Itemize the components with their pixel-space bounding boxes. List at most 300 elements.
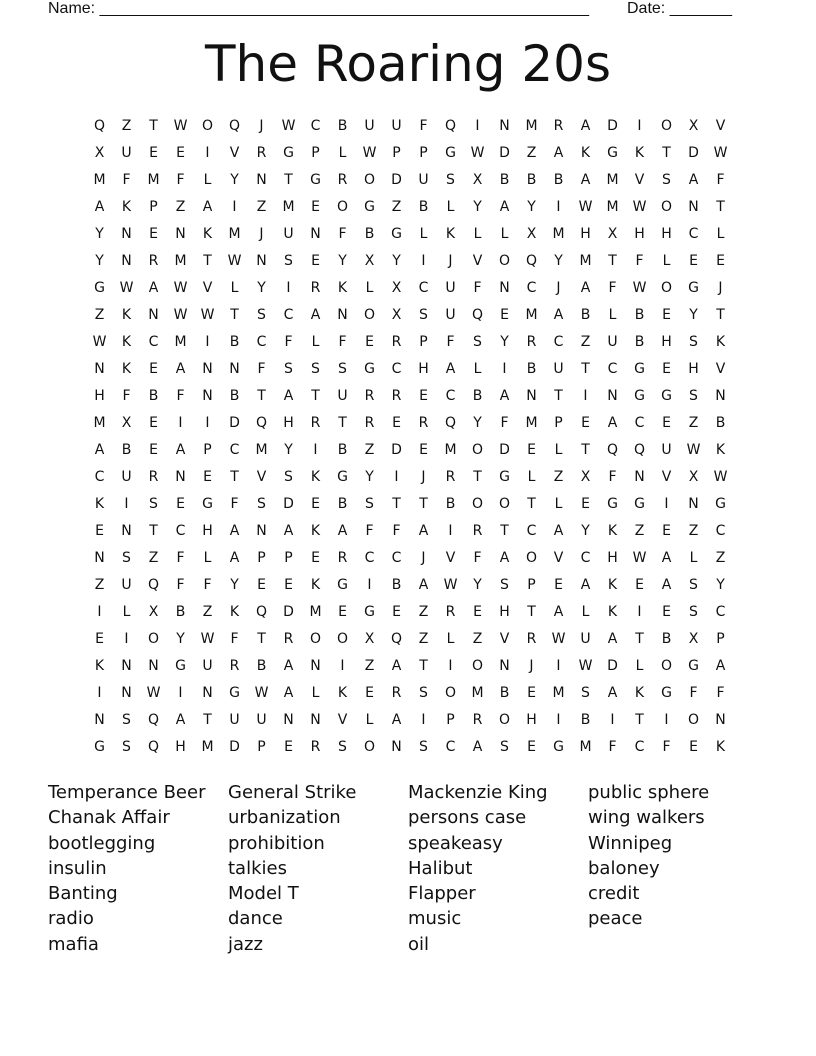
grid-letter: B: [661, 631, 672, 647]
grid-letter: R: [256, 145, 267, 161]
grid-letter: T: [662, 145, 671, 161]
grid-letter: H: [661, 226, 672, 242]
grid-letter: M: [201, 739, 214, 755]
grid-letter: I: [313, 442, 318, 458]
grid-letter: D: [391, 172, 402, 188]
grid-letter: N: [337, 307, 348, 323]
grid-letter: B: [229, 334, 240, 350]
grid-letter: N: [202, 388, 213, 404]
grid-letter: V: [256, 469, 267, 485]
grid-letter: N: [526, 388, 537, 404]
grid-letter: E: [203, 469, 212, 485]
word-item: peace: [588, 908, 643, 930]
grid-letter: D: [283, 496, 294, 512]
grid-letter: X: [688, 469, 699, 485]
word-item: Halibut: [408, 857, 473, 879]
grid-row: [86, 653, 734, 680]
word-list-row: [48, 856, 768, 881]
grid-letter: B: [256, 658, 267, 674]
grid-letter: P: [419, 334, 428, 350]
grid-letter: N: [121, 523, 132, 539]
grid-letter: C: [445, 388, 456, 404]
grid-letter: O: [498, 496, 511, 512]
grid-letter: F: [419, 118, 428, 134]
grid-letter: Y: [338, 253, 347, 269]
grid-letter: H: [418, 361, 429, 377]
grid-letter: C: [715, 604, 726, 620]
word-item: insulin: [48, 857, 107, 879]
grid-letter: F: [716, 685, 725, 701]
grid-letter: B: [175, 604, 186, 620]
grid-letter: C: [256, 334, 267, 350]
word-item: baloney: [588, 857, 660, 879]
word-item: talkies: [228, 857, 287, 879]
grid-letter: S: [122, 739, 131, 755]
grid-letter: C: [580, 550, 591, 566]
grid-letter: T: [635, 712, 644, 728]
grid-letter: C: [148, 334, 159, 350]
grid-letter: V: [472, 253, 483, 269]
grid-letter: Y: [473, 577, 482, 593]
grid-letter: N: [121, 658, 132, 674]
grid-letter: C: [175, 523, 186, 539]
grid-letter: D: [607, 118, 618, 134]
grid-letter: L: [365, 712, 374, 728]
letter-grid: [86, 113, 734, 761]
grid-letter: I: [124, 496, 129, 512]
grid-letter: U: [121, 145, 132, 161]
grid-letter: Z: [256, 199, 267, 215]
grid-letter: Z: [175, 199, 186, 215]
grid-letter: N: [256, 523, 267, 539]
grid-letter: N: [175, 226, 186, 242]
grid-letter: R: [337, 550, 348, 566]
word-item: credit: [588, 883, 640, 905]
grid-letter: Z: [688, 523, 699, 539]
grid-letter: Q: [147, 577, 160, 593]
grid-letter: A: [202, 199, 213, 215]
grid-letter: V: [229, 145, 240, 161]
word-item: dance: [228, 908, 283, 930]
grid-letter: Y: [554, 253, 563, 269]
grid-letter: T: [581, 361, 590, 377]
grid-letter: J: [448, 253, 453, 269]
grid-letter: U: [121, 469, 132, 485]
grid-letter: P: [527, 577, 536, 593]
grid-letter: C: [310, 118, 321, 134]
grid-letter: H: [661, 334, 672, 350]
grid-letter: W: [713, 469, 728, 485]
grid-letter: T: [257, 631, 266, 647]
grid-letter: Y: [95, 253, 104, 269]
grid-letter: B: [337, 442, 348, 458]
grid-letter: F: [284, 334, 293, 350]
grid-letter: R: [148, 469, 159, 485]
grid-letter: D: [229, 415, 240, 431]
grid-letter: N: [229, 361, 240, 377]
name-field: Name: _______________________________________________________: [48, 0, 589, 17]
grid-letter: U: [661, 442, 672, 458]
grid-letter: E: [149, 442, 158, 458]
grid-letter: U: [256, 712, 267, 728]
grid-letter: X: [94, 145, 105, 161]
grid-letter: X: [391, 307, 402, 323]
grid-letter: N: [175, 469, 186, 485]
grid-letter: A: [94, 199, 105, 215]
grid-letter: E: [149, 145, 158, 161]
grid-letter: B: [472, 388, 483, 404]
grid-letter: N: [256, 253, 267, 269]
grid-letter: Q: [93, 118, 106, 134]
word-item: music: [408, 908, 462, 930]
grid-letter: S: [122, 712, 131, 728]
grid-letter: V: [553, 550, 564, 566]
grid-letter: G: [202, 496, 213, 512]
grid-letter: E: [311, 550, 320, 566]
grid-letter: O: [363, 739, 376, 755]
grid-letter: Z: [391, 199, 402, 215]
header-fields: [48, 0, 732, 18]
grid-letter: I: [232, 199, 237, 215]
grid-letter: I: [421, 712, 426, 728]
grid-letter: W: [227, 253, 242, 269]
grid-letter: Q: [228, 118, 241, 134]
grid-letter: W: [713, 145, 728, 161]
grid-letter: N: [94, 550, 105, 566]
grid-letter: L: [689, 550, 698, 566]
grid-letter: P: [149, 199, 158, 215]
grid-letter: U: [337, 388, 348, 404]
grid-letter: H: [607, 550, 618, 566]
grid-letter: A: [175, 442, 186, 458]
grid-letter: I: [205, 415, 210, 431]
grid-letter: P: [716, 631, 725, 647]
grid-letter: I: [475, 118, 480, 134]
grid-letter: C: [526, 280, 537, 296]
grid-letter: L: [527, 469, 536, 485]
grid-letter: R: [553, 118, 564, 134]
grid-letter: E: [284, 739, 293, 755]
word-item: persons case: [408, 807, 527, 829]
grid-letter: M: [471, 685, 484, 701]
grid-letter: F: [473, 280, 482, 296]
grid-letter: F: [473, 550, 482, 566]
grid-letter: K: [310, 469, 321, 485]
grid-letter: O: [471, 658, 484, 674]
word-item: speakeasy: [408, 832, 503, 854]
grid-letter: G: [553, 739, 564, 755]
grid-letter: T: [149, 523, 158, 539]
grid-letter: K: [715, 442, 726, 458]
grid-letter: G: [607, 145, 618, 161]
grid-letter: U: [445, 307, 456, 323]
grid-letter: S: [689, 388, 698, 404]
grid-letter: T: [716, 199, 725, 215]
grid-letter: O: [687, 712, 700, 728]
grid-letter: A: [229, 550, 240, 566]
grid-letter: G: [94, 280, 105, 296]
grid-letter: J: [529, 658, 534, 674]
grid-letter: N: [634, 469, 645, 485]
grid-letter: T: [392, 496, 401, 512]
grid-letter: A: [283, 388, 294, 404]
grid-letter: B: [418, 199, 429, 215]
grid-letter: I: [637, 118, 642, 134]
grid-letter: E: [149, 361, 158, 377]
grid-letter: O: [309, 631, 322, 647]
grid-letter: T: [203, 712, 212, 728]
grid-letter: F: [608, 280, 617, 296]
grid-letter: Z: [202, 604, 213, 620]
grid-letter: U: [580, 631, 591, 647]
grid-row: [86, 248, 734, 275]
grid-letter: E: [419, 442, 428, 458]
grid-letter: L: [473, 361, 482, 377]
grid-letter: N: [499, 118, 510, 134]
grid-letter: G: [688, 280, 699, 296]
grid-letter: F: [365, 523, 374, 539]
word-list: [48, 780, 768, 957]
grid-letter: R: [526, 334, 537, 350]
grid-row: [86, 383, 734, 410]
grid-letter: S: [257, 307, 266, 323]
grid-letter: M: [93, 415, 106, 431]
grid-letter: L: [716, 226, 725, 242]
word-list-row: [48, 906, 768, 931]
grid-letter: D: [391, 442, 402, 458]
grid-letter: Q: [147, 739, 160, 755]
grid-letter: I: [421, 253, 426, 269]
grid-letter: Z: [553, 469, 564, 485]
grid-letter: G: [283, 145, 294, 161]
grid-letter: M: [309, 604, 322, 620]
grid-letter: X: [364, 253, 375, 269]
grid-letter: W: [173, 118, 188, 134]
grid-letter: W: [200, 631, 215, 647]
grid-letter: U: [202, 658, 213, 674]
grid-letter: E: [176, 145, 185, 161]
word-item: Chanak Affair: [48, 807, 170, 829]
grid-letter: M: [525, 415, 538, 431]
grid-letter: L: [446, 199, 455, 215]
grid-row: [86, 140, 734, 167]
grid-letter: N: [121, 253, 132, 269]
grid-letter: Y: [95, 226, 104, 242]
grid-letter: X: [472, 172, 483, 188]
grid-letter: C: [391, 361, 402, 377]
grid-letter: E: [311, 496, 320, 512]
grid-letter: M: [174, 334, 187, 350]
grid-letter: H: [94, 388, 105, 404]
grid-letter: Y: [473, 199, 482, 215]
grid-letter: T: [527, 604, 536, 620]
grid-letter: Q: [147, 712, 160, 728]
grid-letter: E: [365, 685, 374, 701]
word-list-row: [48, 881, 768, 906]
grid-letter: V: [661, 469, 672, 485]
grid-letter: M: [552, 685, 565, 701]
word-list-row: [48, 831, 768, 856]
grid-letter: G: [499, 469, 510, 485]
grid-letter: O: [471, 496, 484, 512]
word-list-row: [48, 932, 768, 957]
grid-letter: L: [365, 280, 374, 296]
grid-letter: T: [284, 172, 293, 188]
grid-letter: Y: [230, 172, 239, 188]
grid-letter: J: [259, 226, 264, 242]
grid-letter: E: [311, 199, 320, 215]
grid-letter: N: [283, 712, 294, 728]
grid-letter: N: [148, 307, 159, 323]
grid-letter: P: [311, 145, 320, 161]
grid-letter: R: [364, 415, 375, 431]
grid-letter: R: [526, 631, 537, 647]
grid-letter: M: [93, 172, 106, 188]
grid-letter: N: [391, 739, 402, 755]
grid-letter: F: [662, 739, 671, 755]
grid-letter: Z: [472, 631, 483, 647]
grid-row: [86, 437, 734, 464]
grid-row: [86, 302, 734, 329]
grid-letter: J: [421, 550, 426, 566]
grid-row: [86, 221, 734, 248]
grid-row: [86, 275, 734, 302]
grid-letter: T: [338, 415, 347, 431]
grid-letter: T: [581, 442, 590, 458]
grid-letter: G: [715, 496, 726, 512]
grid-letter: J: [718, 280, 723, 296]
grid-letter: B: [229, 388, 240, 404]
grid-letter: E: [419, 388, 428, 404]
grid-letter: F: [500, 415, 509, 431]
grid-row: [86, 572, 734, 599]
grid-letter: K: [580, 145, 591, 161]
grid-letter: K: [121, 334, 132, 350]
grid-letter: K: [121, 199, 132, 215]
grid-letter: E: [392, 604, 401, 620]
grid-letter: M: [255, 442, 268, 458]
grid-letter: H: [175, 739, 186, 755]
grid-letter: W: [173, 280, 188, 296]
grid-letter: G: [607, 496, 618, 512]
grid-letter: E: [176, 496, 185, 512]
grid-letter: Z: [364, 658, 375, 674]
grid-letter: L: [635, 658, 644, 674]
grid-letter: X: [607, 226, 618, 242]
grid-letter: F: [446, 334, 455, 350]
grid-letter: X: [526, 226, 537, 242]
grid-letter: E: [149, 415, 158, 431]
word-item: Flapper: [408, 883, 476, 905]
grid-row: [86, 113, 734, 140]
grid-letter: K: [121, 307, 132, 323]
grid-letter: S: [149, 496, 158, 512]
word-item: Temperance Beer: [48, 782, 206, 803]
word-item: radio: [48, 908, 94, 930]
grid-letter: L: [311, 334, 320, 350]
grid-letter: C: [445, 739, 456, 755]
grid-letter: N: [256, 172, 267, 188]
grid-letter: P: [284, 550, 293, 566]
grid-letter: P: [392, 145, 401, 161]
grid-letter: F: [176, 172, 185, 188]
grid-letter: Q: [525, 253, 538, 269]
grid-letter: F: [716, 172, 725, 188]
grid-letter: T: [230, 307, 239, 323]
grid-letter: K: [634, 685, 645, 701]
grid-letter: S: [284, 469, 293, 485]
grid-letter: B: [391, 577, 402, 593]
grid-letter: N: [121, 226, 132, 242]
grid-letter: E: [473, 604, 482, 620]
grid-letter: G: [364, 361, 375, 377]
grid-letter: Y: [230, 577, 239, 593]
grid-letter: D: [229, 739, 240, 755]
grid-letter: G: [634, 361, 645, 377]
grid-letter: E: [662, 361, 671, 377]
grid-letter: A: [499, 388, 510, 404]
grid-letter: H: [580, 226, 591, 242]
grid-letter: V: [715, 118, 726, 134]
grid-letter: K: [202, 226, 213, 242]
grid-letter: A: [283, 523, 294, 539]
grid-letter: I: [664, 712, 669, 728]
grid-letter: A: [553, 523, 564, 539]
grid-letter: S: [689, 577, 698, 593]
grid-row: [86, 329, 734, 356]
grid-letter: F: [608, 469, 617, 485]
grid-letter: K: [337, 280, 348, 296]
grid-letter: H: [634, 226, 645, 242]
grid-letter: S: [689, 334, 698, 350]
grid-letter: S: [284, 361, 293, 377]
grid-letter: A: [553, 604, 564, 620]
grid-letter: B: [499, 685, 510, 701]
grid-letter: A: [499, 199, 510, 215]
grid-letter: U: [607, 334, 618, 350]
grid-letter: Y: [257, 280, 266, 296]
grid-letter: B: [580, 712, 591, 728]
grid-letter: P: [419, 145, 428, 161]
grid-letter: D: [499, 442, 510, 458]
grid-letter: R: [310, 739, 321, 755]
grid-letter: G: [94, 739, 105, 755]
grid-letter: O: [660, 118, 673, 134]
grid-letter: W: [632, 280, 647, 296]
grid-letter: F: [122, 388, 131, 404]
grid-letter: M: [606, 172, 619, 188]
grid-letter: E: [662, 415, 671, 431]
grid-letter: A: [553, 307, 564, 323]
grid-letter: A: [337, 523, 348, 539]
grid-letter: K: [121, 361, 132, 377]
grid-letter: E: [338, 604, 347, 620]
grid-letter: V: [715, 361, 726, 377]
grid-letter: V: [634, 172, 645, 188]
grid-letter: I: [205, 334, 210, 350]
grid-letter: L: [338, 145, 347, 161]
grid-letter: E: [581, 496, 590, 512]
grid-letter: N: [202, 685, 213, 701]
grid-letter: R: [445, 604, 456, 620]
grid-letter: L: [419, 226, 428, 242]
grid-letter: T: [203, 253, 212, 269]
grid-letter: W: [578, 199, 593, 215]
word-list-row: [48, 805, 768, 830]
grid-letter: X: [688, 118, 699, 134]
grid-letter: G: [391, 226, 402, 242]
grid-letter: I: [556, 658, 561, 674]
